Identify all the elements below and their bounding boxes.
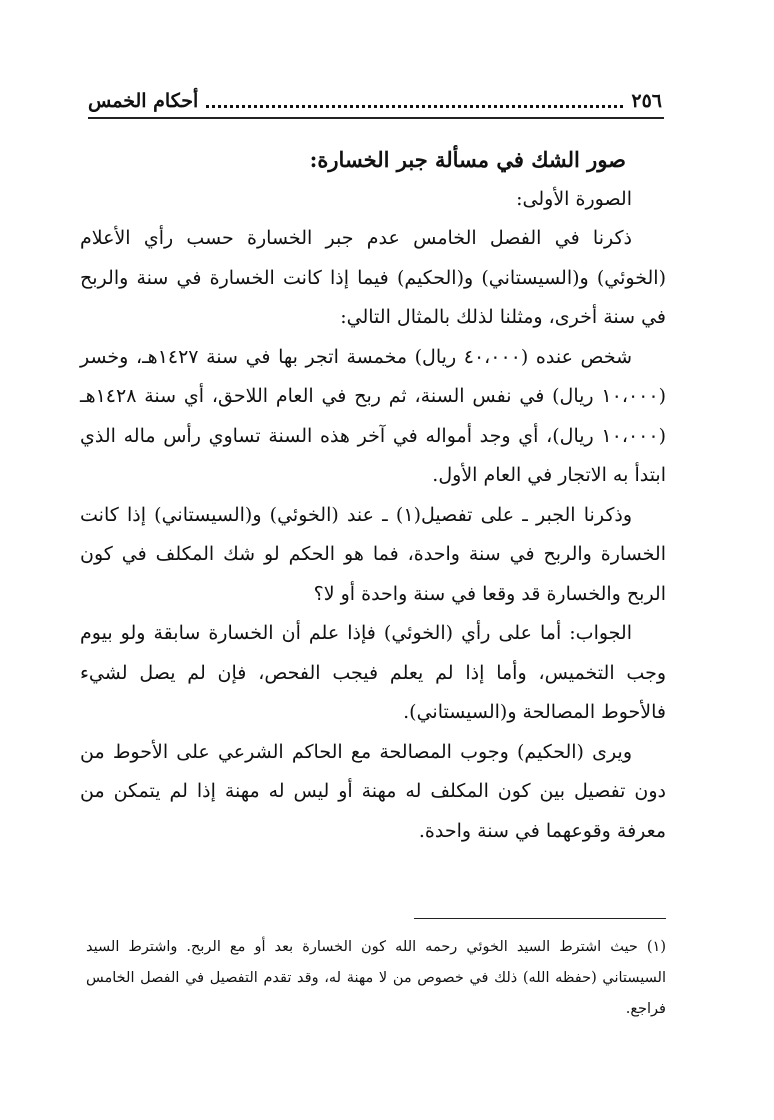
paragraph: وذكرنا الجبر ـ على تفصيل(١) ـ عند (الخوئي) و(السيستاني) إذا كانت الخسارة والربح في سنة واحدة، فما هو الحكم لو شك المكلف في كون الربح والخسارة قد وقعا في سنة واحدة أو لا؟ (80, 503, 666, 605)
paragraph: ذكرنا في الفصل الخامس عدم جبر الخسارة حسب رأي الأعلام (الخوئي) و(السيستاني) و(الحكيم) فيما إذا كانت الخسارة في سنة والربح في سنة أخرى، ومثلنا لذلك بالمثال التالي: (80, 227, 666, 328)
header-leader-dots (206, 95, 623, 108)
footnote-text: (١) حيث اشترط السيد الخوئي رحمه الله كون الخسارة بعد أو مع الربح. واشترط السيد السيستاني (حفظه الله) ذلك في خصوص من لا مهنة له، وقد تقدم التفصيل في الفصل الخامس فراجع. (86, 939, 666, 1017)
footnote (86, 932, 666, 1025)
page-body (80, 140, 666, 851)
paragraph: ويرى (الحكيم) وجوب المصالحة مع الحاكم الشرعي على الأحوط من دون تفصيل بين كون المكلف له مهنة أو ليس له مهنة إذا لم يتمكن من معرفة وقوعهما في سنة واحدة. (80, 740, 666, 842)
page-number: ٢٥٦ (631, 90, 662, 112)
paragraph: شخص عنده (٤٠،٠٠٠ ريال) مخمسة اتجر بها في سنة ١٤٢٧هـ، وخسر (١٠،٠٠٠ ريال) في نفس السنة، ثم ربح في العام اللاحق، أي سنة ١٤٢٨هـ (١٠،٠٠٠ ريال)، أي وجد أمواله في آخر هذه السنة تساوي رأس ماله الذي ابتدأ به الاتجار في العام الأول. (80, 345, 666, 486)
running-header (88, 86, 662, 116)
footnote-rule (414, 918, 666, 919)
paragraph: الجواب: أما على رأي (الخوئي) فإذا علم أن الخسارة سابقة ولو بيوم وجب التخميس، وأما إذا لم يعلم فيجب الفحص، فإن لم يصل لشيء فالأحوط المصالحة و(السيستاني). (80, 622, 666, 723)
subtitle: الصورة الأولى: (516, 187, 632, 210)
header-rule (88, 117, 664, 119)
running-header-title: أحكام الخمس (88, 90, 199, 112)
section-title: صور الشك في مسألة جبر الخسارة: (309, 147, 626, 172)
